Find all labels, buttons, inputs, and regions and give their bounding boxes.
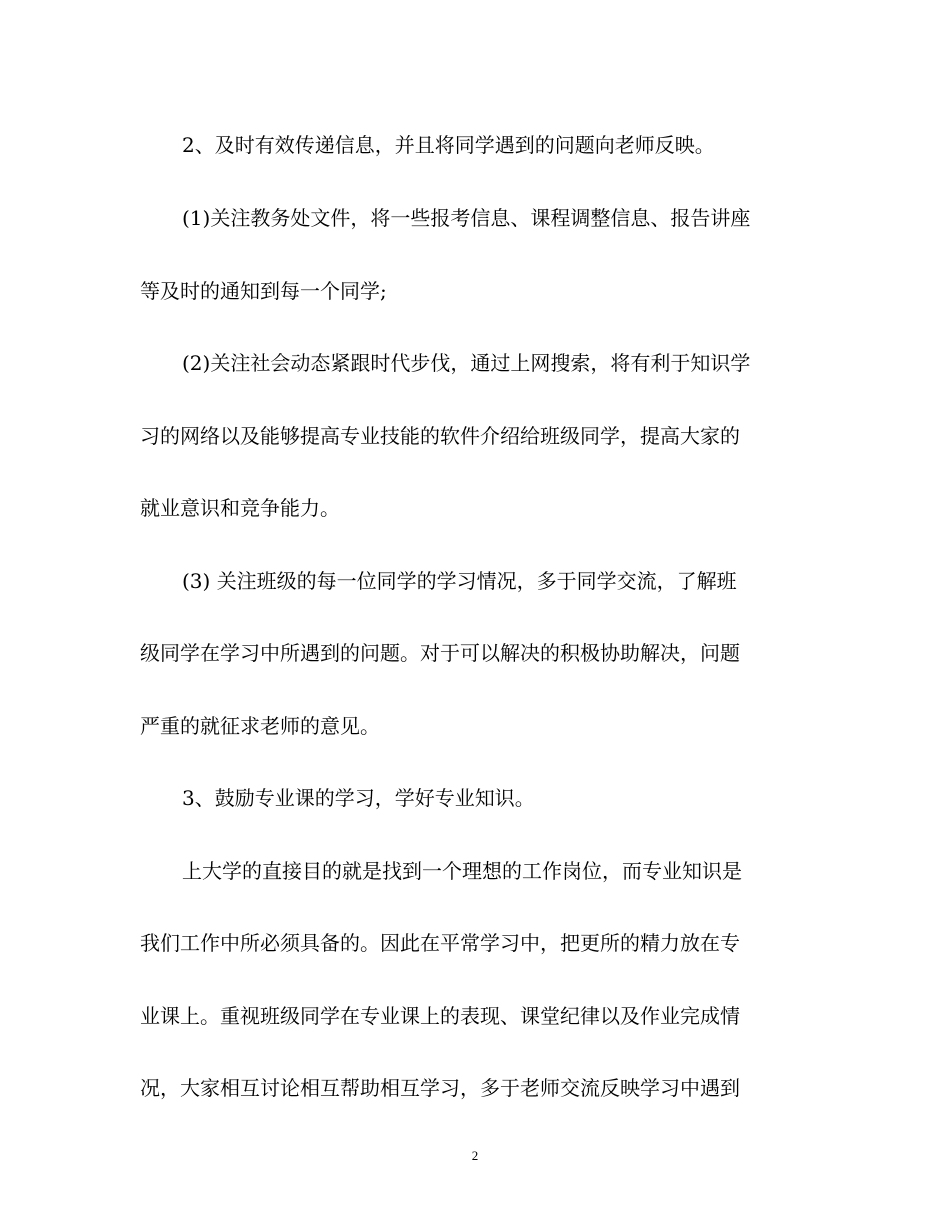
text-line-10: 3、鼓励专业课的学习，学好专业知识。: [182, 786, 535, 810]
text-line-3: 等及时的通知到每一个同学;: [140, 279, 387, 303]
page-number: 2: [471, 1148, 479, 1163]
text-line-13: 业课上。重视班级同学在专业课上的表现、课堂纪律以及作业完成情: [140, 1004, 740, 1028]
text-line-8: 级同学在学习中所遇到的问题。对于可以解决的积极协助解决，问题: [140, 641, 740, 665]
text-line-1: 2、及时有效传递信息，并且将同学遇到的问题向老师反映。: [182, 133, 715, 157]
text-line-11: 上大学的直接目的就是找到一个理想的工作岗位，而专业知识是: [182, 859, 742, 883]
text-line-6: 就业意识和竞争能力。: [140, 496, 340, 520]
text-line-9: 严重的就征求老师的意见。: [140, 714, 380, 738]
text-line-4: (2)关注社会动态紧跟时代步伐，通过上网搜索，将有利于知识学: [182, 351, 751, 375]
text-line-2: (1)关注教务处文件，将一些报考信息、课程调整信息、报告讲座: [182, 206, 751, 230]
text-line-5: 习的网络以及能够提高专业技能的软件介绍给班级同学，提高大家的: [140, 424, 740, 448]
text-line-12: 我们工作中所必须具备的。因此在平常学习中，把更所的精力放在专: [140, 931, 740, 955]
text-line-7: (3) 关注班级的每一位同学的学习情况，多于同学交流，了解班: [182, 569, 737, 593]
text-line-14: 况，大家相互讨论相互帮助相互学习，多于老师交流反映学习中遇到: [140, 1076, 740, 1100]
